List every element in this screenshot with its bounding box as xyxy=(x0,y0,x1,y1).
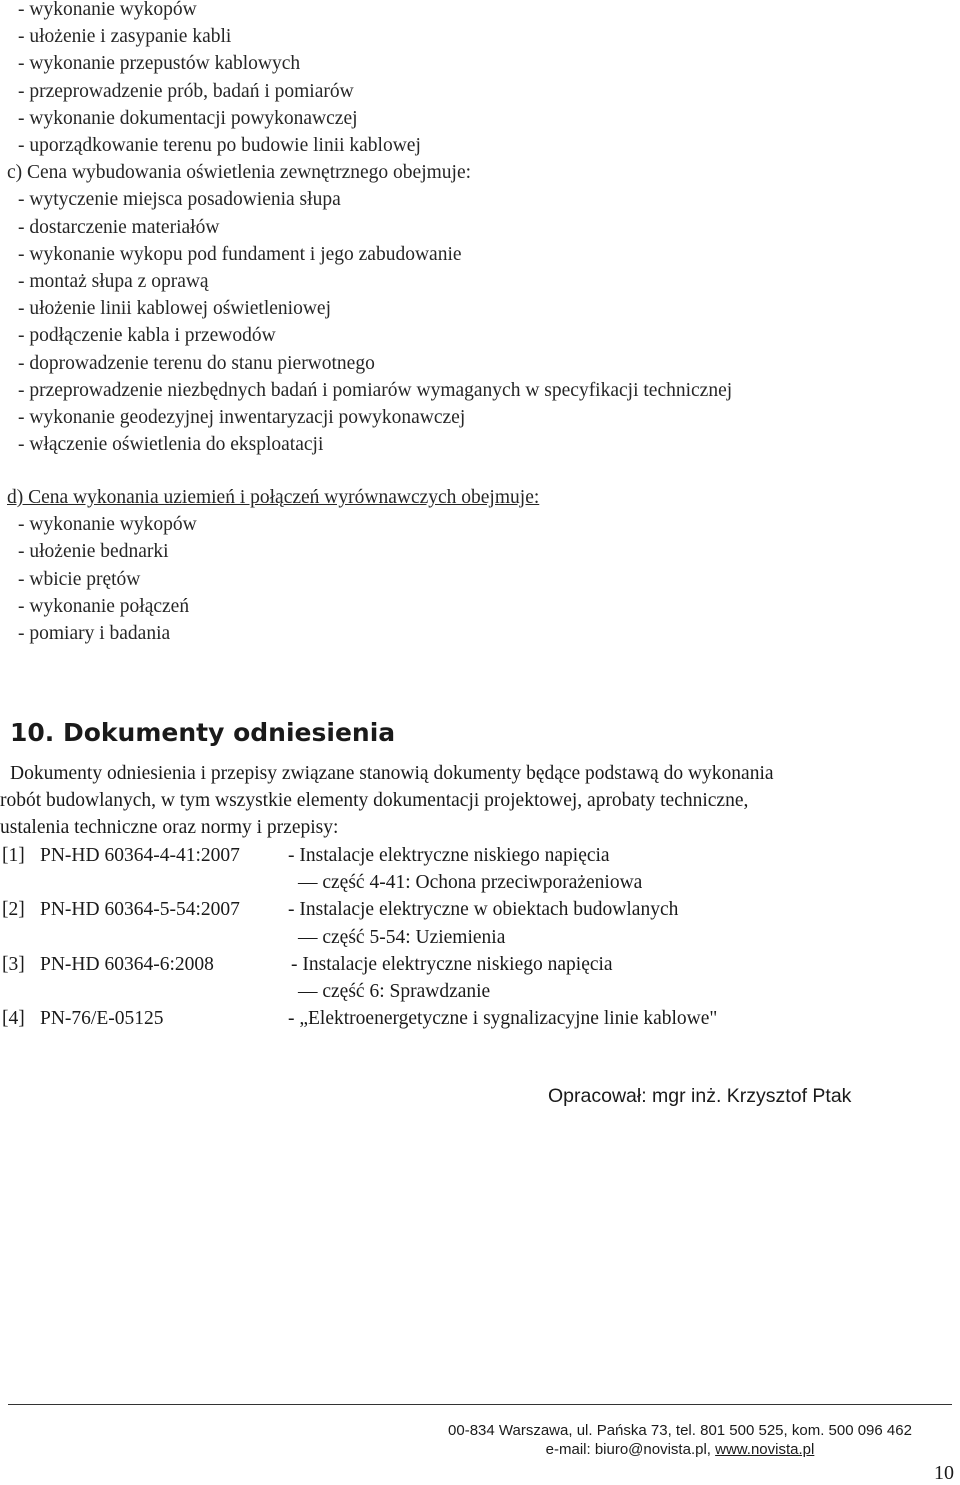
reference-part: — część 4-41: Ochona przeciwporażeniowa xyxy=(298,872,643,894)
list-item: - przeprowadzenie prób, badań i pomiarów xyxy=(18,80,354,102)
reference-number: [4] xyxy=(2,1008,25,1030)
reference-description: - Instalacje elektryczne niskiego napięcia xyxy=(291,953,613,975)
reference-code: PN-HD 60364-4-41:2007 xyxy=(40,845,240,866)
reference-code: PN-76/E-05125 xyxy=(40,1008,164,1030)
section-title: 10. Dokumenty odniesienia xyxy=(10,718,396,747)
intro-line: robót budowlanych, w tym wszystkie elementy dokumentacji projektowej, aprobaty techniczne, xyxy=(0,790,749,812)
footer-contact xyxy=(0,1440,960,1459)
list-item: - przeprowadzenie niezbędnych badań i pomiarów wymaganych w specyfikacji technicznej xyxy=(18,379,733,401)
reference-number: [1] xyxy=(2,845,25,866)
subheading-c: c) Cena wybudowania oświetlenia zewnętrznego obejmuje: xyxy=(7,162,472,184)
reference-code: PN-HD 60364-5-54:2007 xyxy=(40,899,240,921)
footer-website-link[interactable]: www.novista.pl xyxy=(715,1441,815,1458)
cost-items-list xyxy=(7,0,733,458)
reference-code: PN-HD 60364-6:2008 xyxy=(40,953,214,975)
list-item: - montaż słupa z oprawą xyxy=(18,271,209,293)
reference-part: — część 6: Sprawdzanie xyxy=(298,980,491,1002)
list-item: - doprowadzenie terenu do stanu pierwotnego xyxy=(18,352,375,374)
list-item: - wykonanie połączeń xyxy=(18,595,190,617)
list-item: - uporządkowanie terenu po budowie linii kablowej xyxy=(18,135,421,157)
list-item: - włączenie oświetlenia do eksploatacji xyxy=(18,434,324,456)
footer-divider xyxy=(8,1404,952,1405)
page-footer xyxy=(0,1421,960,1459)
intro-line: Dokumenty odniesienia i przepisy związane stanowią dokumenty będące podstawą do wykonania xyxy=(10,763,774,784)
list-item: - wytyczenie miejsca posadowienia słupa xyxy=(18,189,341,211)
intro-line: ustalenia techniczne oraz normy i przepisy: xyxy=(0,817,339,839)
footer-address: 00-834 Warszawa, ul. Pańska 73, tel. 801 500 525, kom. 500 096 462 xyxy=(448,1422,912,1439)
list-item: - pomiary i badania xyxy=(18,623,171,645)
list-item: - wykonanie dokumentacji powykonawczej xyxy=(18,107,358,129)
subheading-d: d) Cena wykonania uziemień i połączeń wyrównawczych obejmuje: xyxy=(7,487,540,508)
list-item: - wykonanie przepustów kablowych xyxy=(18,53,301,75)
reference-description: - Instalacje elektryczne w obiektach budowlanych xyxy=(288,899,679,921)
section-intro xyxy=(0,760,940,842)
list-item: - wbicie prętów xyxy=(18,568,141,590)
page-number: 10 xyxy=(934,1462,954,1484)
list-item: - ułożenie i zasypanie kabli xyxy=(18,26,232,48)
list-item: - wykonanie wykopów xyxy=(18,0,197,20)
list-item: - ułożenie bednarki xyxy=(18,541,169,563)
reference-number: [3] xyxy=(2,953,25,975)
grounding-items-list xyxy=(7,484,540,647)
list-item: - ułożenie linii kablowej oświetleniowej xyxy=(18,298,331,320)
list-item: - dostarczenie materiałów xyxy=(18,216,220,238)
reference-description: - Instalacje elektryczne niskiego napięcia xyxy=(288,845,610,866)
list-item: - wykonanie wykopów xyxy=(18,514,197,536)
list-item: - wykonanie wykopu pod fundament i jego zabudowanie xyxy=(18,243,462,265)
author-signature: Opracował: mgr inż. Krzysztof Ptak xyxy=(548,1085,852,1107)
reference-description: - „Elektroenergetyczne i sygnalizacyjne linie kablowe" xyxy=(288,1008,718,1030)
reference-number: [2] xyxy=(2,899,25,921)
list-item: - wykonanie geodezyjnej inwentaryzacji powykonawczej xyxy=(18,407,466,429)
reference-part: — część 5-54: Uziemienia xyxy=(298,926,506,948)
list-item: - podłączenie kabla i przewodów xyxy=(18,325,276,347)
footer-email: e-mail: biuro@novista.pl, xyxy=(545,1441,716,1458)
